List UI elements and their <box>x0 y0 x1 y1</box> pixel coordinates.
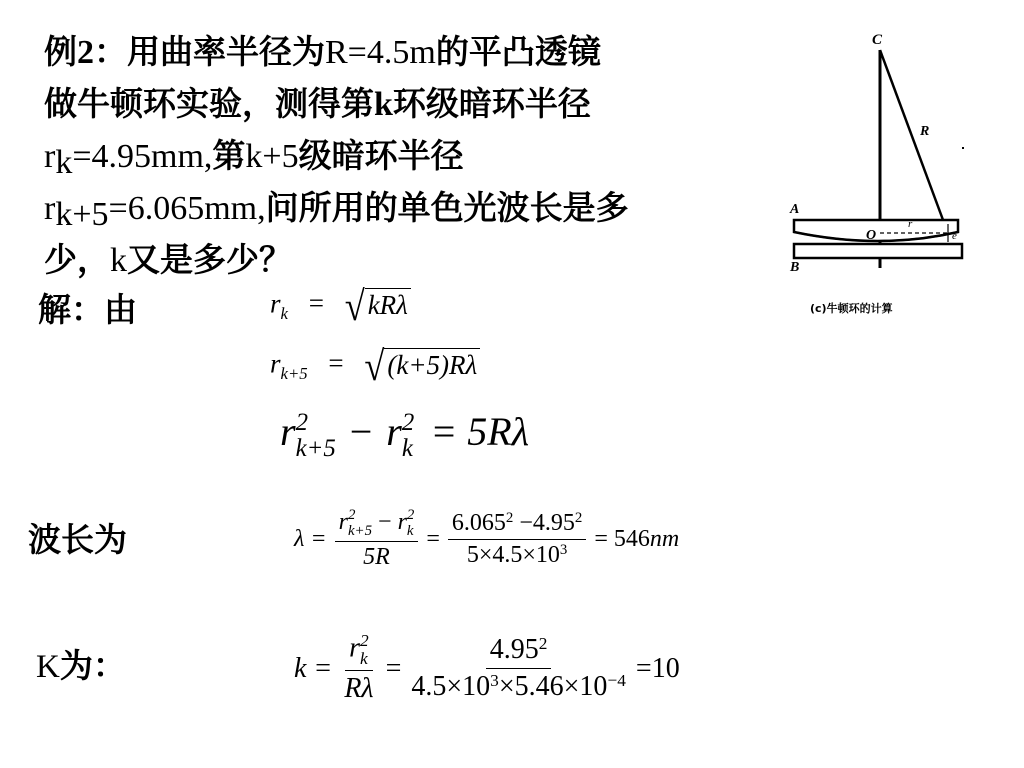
eq-var: r <box>349 632 361 664</box>
eq-supsub <box>407 508 414 539</box>
problem-text: r <box>44 138 56 175</box>
eq-minus: − <box>378 509 392 536</box>
eq-sub: k <box>406 522 414 539</box>
eq-sup: 2 <box>538 633 548 653</box>
eq-supsub <box>296 410 336 462</box>
eq-result: =10 <box>635 652 680 684</box>
problem-line-4 <box>44 182 734 234</box>
problem-text: 2 <box>77 34 94 71</box>
sqrt-radicand <box>384 348 480 384</box>
diagram-label-a: A <box>790 202 800 217</box>
k-label <box>36 640 126 687</box>
eq-number: 4.95 <box>489 634 539 666</box>
newton-ring-figure <box>780 28 980 328</box>
sqrt <box>344 282 411 329</box>
fraction-denominator: 5R <box>363 544 390 571</box>
eq-number: ×5.46×10 <box>498 671 608 703</box>
sqrt <box>364 342 480 389</box>
eq-unit: nm <box>649 526 680 553</box>
sqrt-radicand: kRλ <box>365 288 411 324</box>
wavelength-label: 波长为 <box>28 520 127 559</box>
k-label-text: 为： <box>59 646 126 685</box>
fraction <box>407 634 630 703</box>
eq-sub: k <box>280 303 288 323</box>
problem-text: 例 <box>44 32 77 71</box>
eq-var: r <box>280 409 296 454</box>
fraction-denominator <box>463 540 572 569</box>
eq-sup: 3 <box>559 541 568 558</box>
fraction-denominator: Rλ <box>344 673 374 705</box>
fraction-numerator <box>486 634 552 669</box>
eq-sup: 2 <box>295 408 308 436</box>
problem-text: 少， <box>44 240 110 279</box>
eq-supsub <box>360 632 369 668</box>
diagram-label-b: B <box>790 260 800 275</box>
eq-term: Rλ <box>449 350 478 380</box>
problem-text: ：用曲率半径为 <box>94 32 325 71</box>
diagram-caption: (c)牛顿环的计算 <box>810 302 893 315</box>
equation-difference <box>280 408 529 462</box>
eq-lhs: λ = <box>294 526 327 553</box>
eq-var: r <box>270 348 281 379</box>
problem-text: k <box>110 242 127 279</box>
problem-text: 的平凸透镜 <box>435 32 601 71</box>
problem-text: 第 <box>212 136 246 175</box>
eq-var: r <box>338 509 348 536</box>
eq-number: 4.5×10 <box>411 671 491 703</box>
problem-text: k+5 <box>245 138 299 175</box>
eq-equals: = <box>426 526 440 553</box>
eq-sub: k+5 <box>295 434 336 462</box>
problem-text: R=4.5m <box>325 34 436 71</box>
eq-var: r <box>270 288 281 319</box>
problem-text: r <box>44 190 56 227</box>
problem-text: =6.065mm, <box>108 190 266 227</box>
equation-k <box>294 632 680 705</box>
eq-sup: 2 <box>505 509 514 526</box>
problem-text: k+5 <box>55 196 109 233</box>
eq-equals: = <box>308 288 324 319</box>
problem-text: =4.95mm, <box>72 138 213 175</box>
fraction <box>340 632 377 705</box>
diagram-label-e: e <box>952 230 957 242</box>
fraction <box>335 508 419 571</box>
problem-text: k <box>55 144 73 181</box>
eq-lhs: k = <box>294 652 333 684</box>
eq-sup: 2 <box>406 507 415 523</box>
fraction-denominator <box>407 669 630 703</box>
eq-sup: 2 <box>574 509 583 526</box>
problem-text: 又是多少？ <box>127 240 292 279</box>
fraction <box>448 510 586 569</box>
solution-intro-label: 解：由 <box>38 290 137 329</box>
eq-var: r <box>397 509 407 536</box>
fraction-numerator <box>335 508 419 542</box>
problem-text: 问所用的单色光波长是多 <box>265 188 629 227</box>
equation-rk <box>270 282 411 329</box>
problem-line-3 <box>44 130 734 182</box>
eq-equals: = <box>328 348 344 379</box>
eq-number: 5×4.5×10 <box>466 542 560 569</box>
eq-supsub <box>402 410 414 462</box>
fraction-numerator <box>448 510 586 540</box>
problem-statement <box>44 26 734 286</box>
problem-text: 做牛顿环实验，测得第 <box>44 84 374 123</box>
problem-line-2 <box>44 78 734 130</box>
eq-sub: k+5 <box>280 363 308 383</box>
eq-number: 6.065 <box>451 510 506 537</box>
eq-sup: −4 <box>607 670 626 690</box>
equation-wavelength <box>294 508 679 571</box>
problem-line-1 <box>44 26 734 78</box>
problem-text: k <box>374 86 393 123</box>
eq-minus: − <box>349 409 373 454</box>
eq-sup: 2 <box>401 408 415 436</box>
sqrt-sign: √ <box>364 342 385 389</box>
problem-text: 环级暗环半径 <box>392 84 591 123</box>
eq-sub: k+5 <box>347 522 373 539</box>
eq-sup: 2 <box>360 631 369 650</box>
eq-term: (k+5) <box>387 350 450 380</box>
eq-sup: 3 <box>490 670 499 690</box>
diagram-label-radius: r <box>908 218 913 230</box>
eq-result: = 546 <box>594 526 650 553</box>
eq-sup: 2 <box>347 507 356 523</box>
diagram-label-o: O <box>866 228 877 243</box>
eq-sub: k <box>360 649 368 669</box>
eq-rhs: = 5Rλ <box>430 409 530 454</box>
eq-var: r <box>386 409 402 454</box>
eq-sub: k <box>401 434 413 462</box>
newton-ring-diagram <box>780 28 980 328</box>
problem-text: 级暗环半径 <box>298 136 464 175</box>
sqrt-sign: √ <box>344 282 365 329</box>
fraction-numerator <box>345 632 373 671</box>
eq-number: −4.95 <box>519 510 575 537</box>
k-label-letter: K <box>36 649 60 685</box>
problem-line-5 <box>44 234 734 286</box>
diagram-label-r: R <box>920 124 930 139</box>
equation-rk5 <box>270 342 480 389</box>
eq-supsub <box>348 508 372 539</box>
diagram-label-c: C <box>872 32 883 48</box>
eq-equals: = <box>385 652 402 684</box>
